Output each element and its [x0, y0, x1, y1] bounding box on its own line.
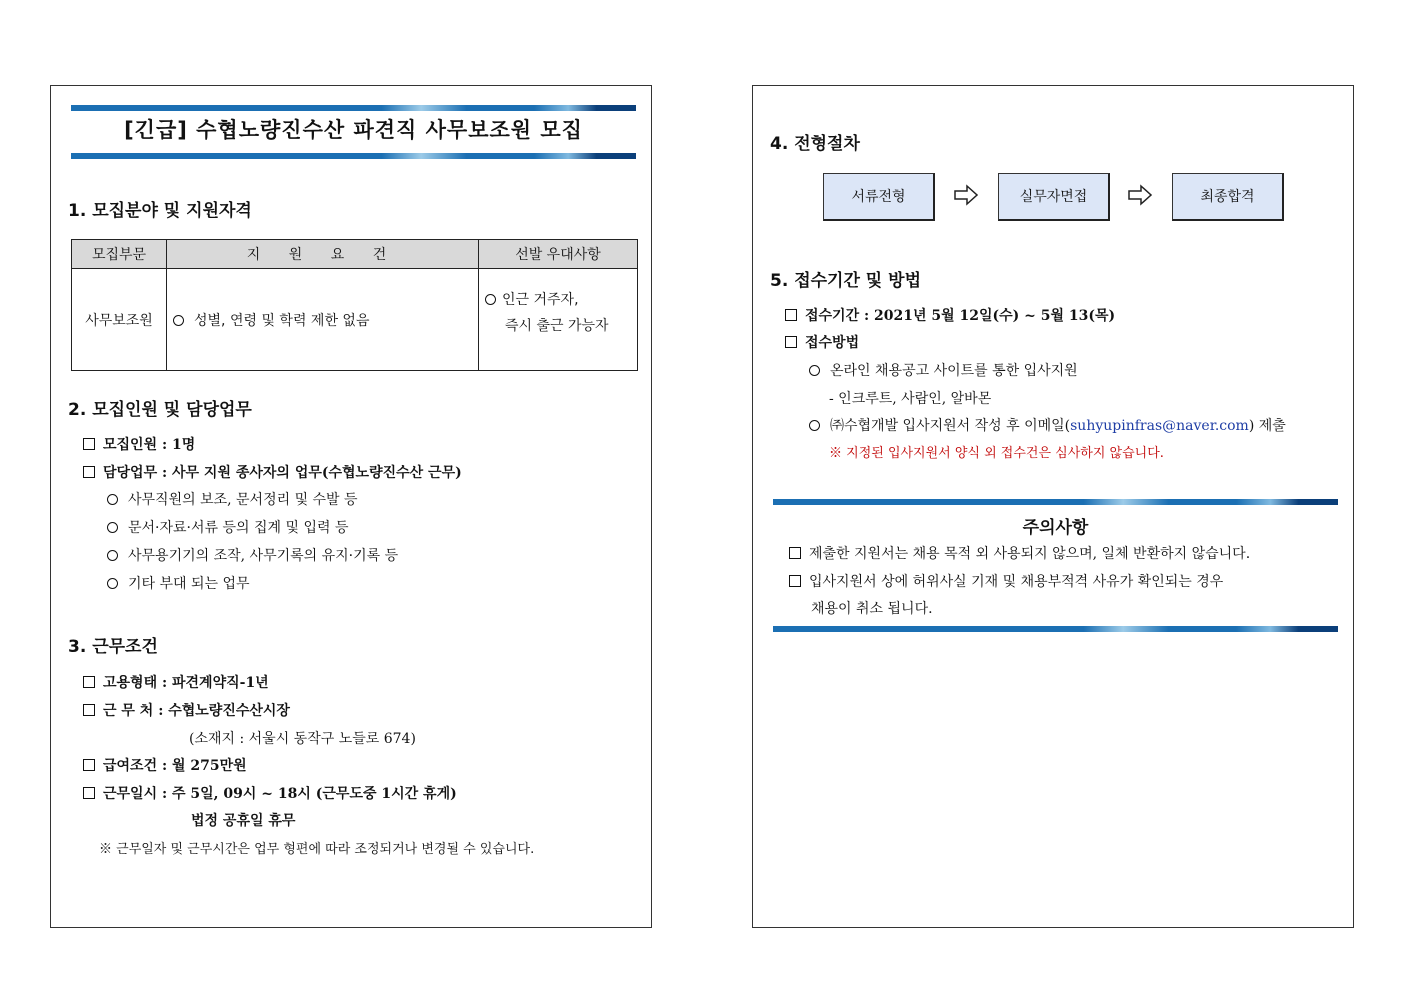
checkbox-bullet-icon	[83, 787, 95, 799]
table-header-dept: 모집부문	[72, 240, 167, 269]
table-cell-preference	[479, 269, 638, 371]
employment-type	[83, 672, 269, 692]
checkbox-bullet-icon	[789, 547, 801, 559]
workplace-address: (소재지 : 서울시 동작구 노들로 674)	[189, 731, 416, 747]
application-period	[785, 305, 1115, 325]
right-page	[752, 85, 1354, 928]
notice-bottom-bar	[773, 626, 1338, 632]
application-method	[785, 332, 859, 352]
flow-step-final: 최종합격	[1172, 173, 1284, 221]
notice-item-continued: 채용이 취소 됩니다.	[811, 601, 933, 617]
work-hours-text: 근무일시 : 주 5일, 09시 ~ 18시 (근무도중 1시간 휴게)	[103, 786, 457, 802]
application-method-text: 접수방법	[805, 335, 860, 351]
email-suffix: ) 제출	[1248, 418, 1286, 434]
checkbox-bullet-icon	[83, 704, 95, 716]
duty-summary-text: 담당업무 : 사무 지원 종사자의 업무(수협노량진수산 근무)	[103, 465, 462, 481]
workplace-text: 근 무 처 : 수협노량진수산시장	[103, 703, 290, 719]
checkbox-bullet-icon	[83, 466, 95, 478]
table-cell-dept: 사무보조원	[72, 269, 167, 371]
duty-item-text: 기타 부대 되는 업무	[128, 576, 250, 592]
duty-item	[107, 573, 250, 593]
section4-heading: 4. 전형절차	[770, 134, 860, 154]
circle-bullet-icon	[107, 578, 118, 589]
duty-item	[107, 489, 358, 509]
table-header-requirement: 지 원 요 건	[167, 240, 479, 269]
circle-bullet-icon	[809, 365, 820, 376]
section2-heading: 2. 모집인원 및 담당업무	[68, 400, 252, 420]
circle-bullet-icon	[173, 315, 184, 326]
circle-bullet-icon	[809, 420, 820, 431]
title-bottom-bar	[71, 153, 636, 159]
job-sites: - 인크루트, 사람인, 알바몬	[829, 391, 992, 407]
salary	[83, 755, 247, 775]
warning-note: ※ 지정된 입사지원서 양식 외 접수건은 심사하지 않습니다.	[829, 446, 1164, 461]
section1-heading: 1. 모집분야 및 지원자격	[68, 201, 252, 221]
checkbox-bullet-icon	[83, 676, 95, 688]
circle-bullet-icon	[485, 294, 496, 305]
workplace	[83, 700, 290, 720]
checkbox-bullet-icon	[83, 438, 95, 450]
right-arrow-icon	[1128, 184, 1152, 206]
holiday: 법정 공휴일 휴무	[191, 813, 296, 829]
salary-text: 급여조건 : 월 275만원	[103, 758, 247, 774]
work-hours	[83, 783, 457, 803]
email-prefix: ㈜수협개발 입사지원서 작성 후 이메일(	[830, 418, 1071, 434]
duty-item-text: 문서·자료·서류 등의 집계 및 입력 등	[128, 520, 349, 536]
duty-item-text: 사무직원의 보조, 문서정리 및 수발 등	[128, 492, 358, 508]
flow-step-interview: 실무자면접	[998, 173, 1110, 221]
email-link[interactable]: suhyupinfras@naver.com	[1070, 418, 1249, 434]
notice-item	[789, 543, 1250, 563]
notice-item	[789, 571, 1223, 591]
notice-top-bar	[773, 499, 1338, 505]
section5-heading: 5. 접수기간 및 방법	[770, 271, 921, 291]
email-method	[809, 415, 1286, 435]
title-top-bar	[71, 105, 636, 111]
employment-type-text: 고용형태 : 파견계약직-1년	[103, 675, 269, 691]
circle-bullet-icon	[107, 522, 118, 533]
table-header-preference: 선발 우대사항	[479, 240, 638, 269]
page-title: [긴급] 수협노량진수산 파견직 사무보조원 모집	[124, 118, 583, 142]
application-period-text: 접수기간 : 2021년 5월 12일(수) ~ 5월 13(목)	[805, 308, 1116, 324]
notice-item-text: 제출한 지원서는 채용 목적 외 사용되지 않으며, 일체 반환하지 않습니다.	[809, 546, 1251, 562]
online-method	[809, 360, 1078, 380]
checkbox-bullet-icon	[789, 575, 801, 587]
flow-step-document: 서류전형	[823, 173, 935, 221]
table-cell-requirement	[167, 269, 479, 371]
circle-bullet-icon	[107, 494, 118, 505]
left-page	[50, 85, 652, 928]
right-arrow-icon	[954, 184, 978, 206]
notice-item-text: 입사지원서 상에 허위사실 기재 및 채용부적격 사유가 확인되는 경우	[809, 574, 1224, 590]
duty-item	[107, 517, 349, 537]
duty-summary	[83, 462, 462, 482]
section3-heading: 3. 근무조건	[68, 637, 158, 657]
work-note: ※ 근무일자 및 근무시간은 업무 형편에 따라 조정되거나 변경될 수 있습니다.	[99, 842, 535, 857]
duty-item	[107, 545, 398, 565]
notice-heading: 주의사항	[1022, 518, 1089, 538]
online-method-text: 온라인 채용공고 사이트를 통한 입사지원	[830, 363, 1078, 379]
checkbox-bullet-icon	[785, 336, 797, 348]
requirement-text: 성별, 연령 및 학력 제한 없음	[194, 312, 370, 329]
preference-line1: 인근 거주자,	[502, 292, 579, 308]
checkbox-bullet-icon	[83, 759, 95, 771]
duty-item-text: 사무용기기의 조작, 사무기록의 유지·기록 등	[128, 548, 399, 564]
recruit-count-text: 모집인원 : 1명	[103, 437, 196, 453]
recruit-count	[83, 434, 195, 454]
requirements-table	[71, 239, 638, 371]
preference-line2: 즉시 출근 가능자	[505, 318, 609, 334]
circle-bullet-icon	[107, 550, 118, 561]
checkbox-bullet-icon	[785, 309, 797, 321]
